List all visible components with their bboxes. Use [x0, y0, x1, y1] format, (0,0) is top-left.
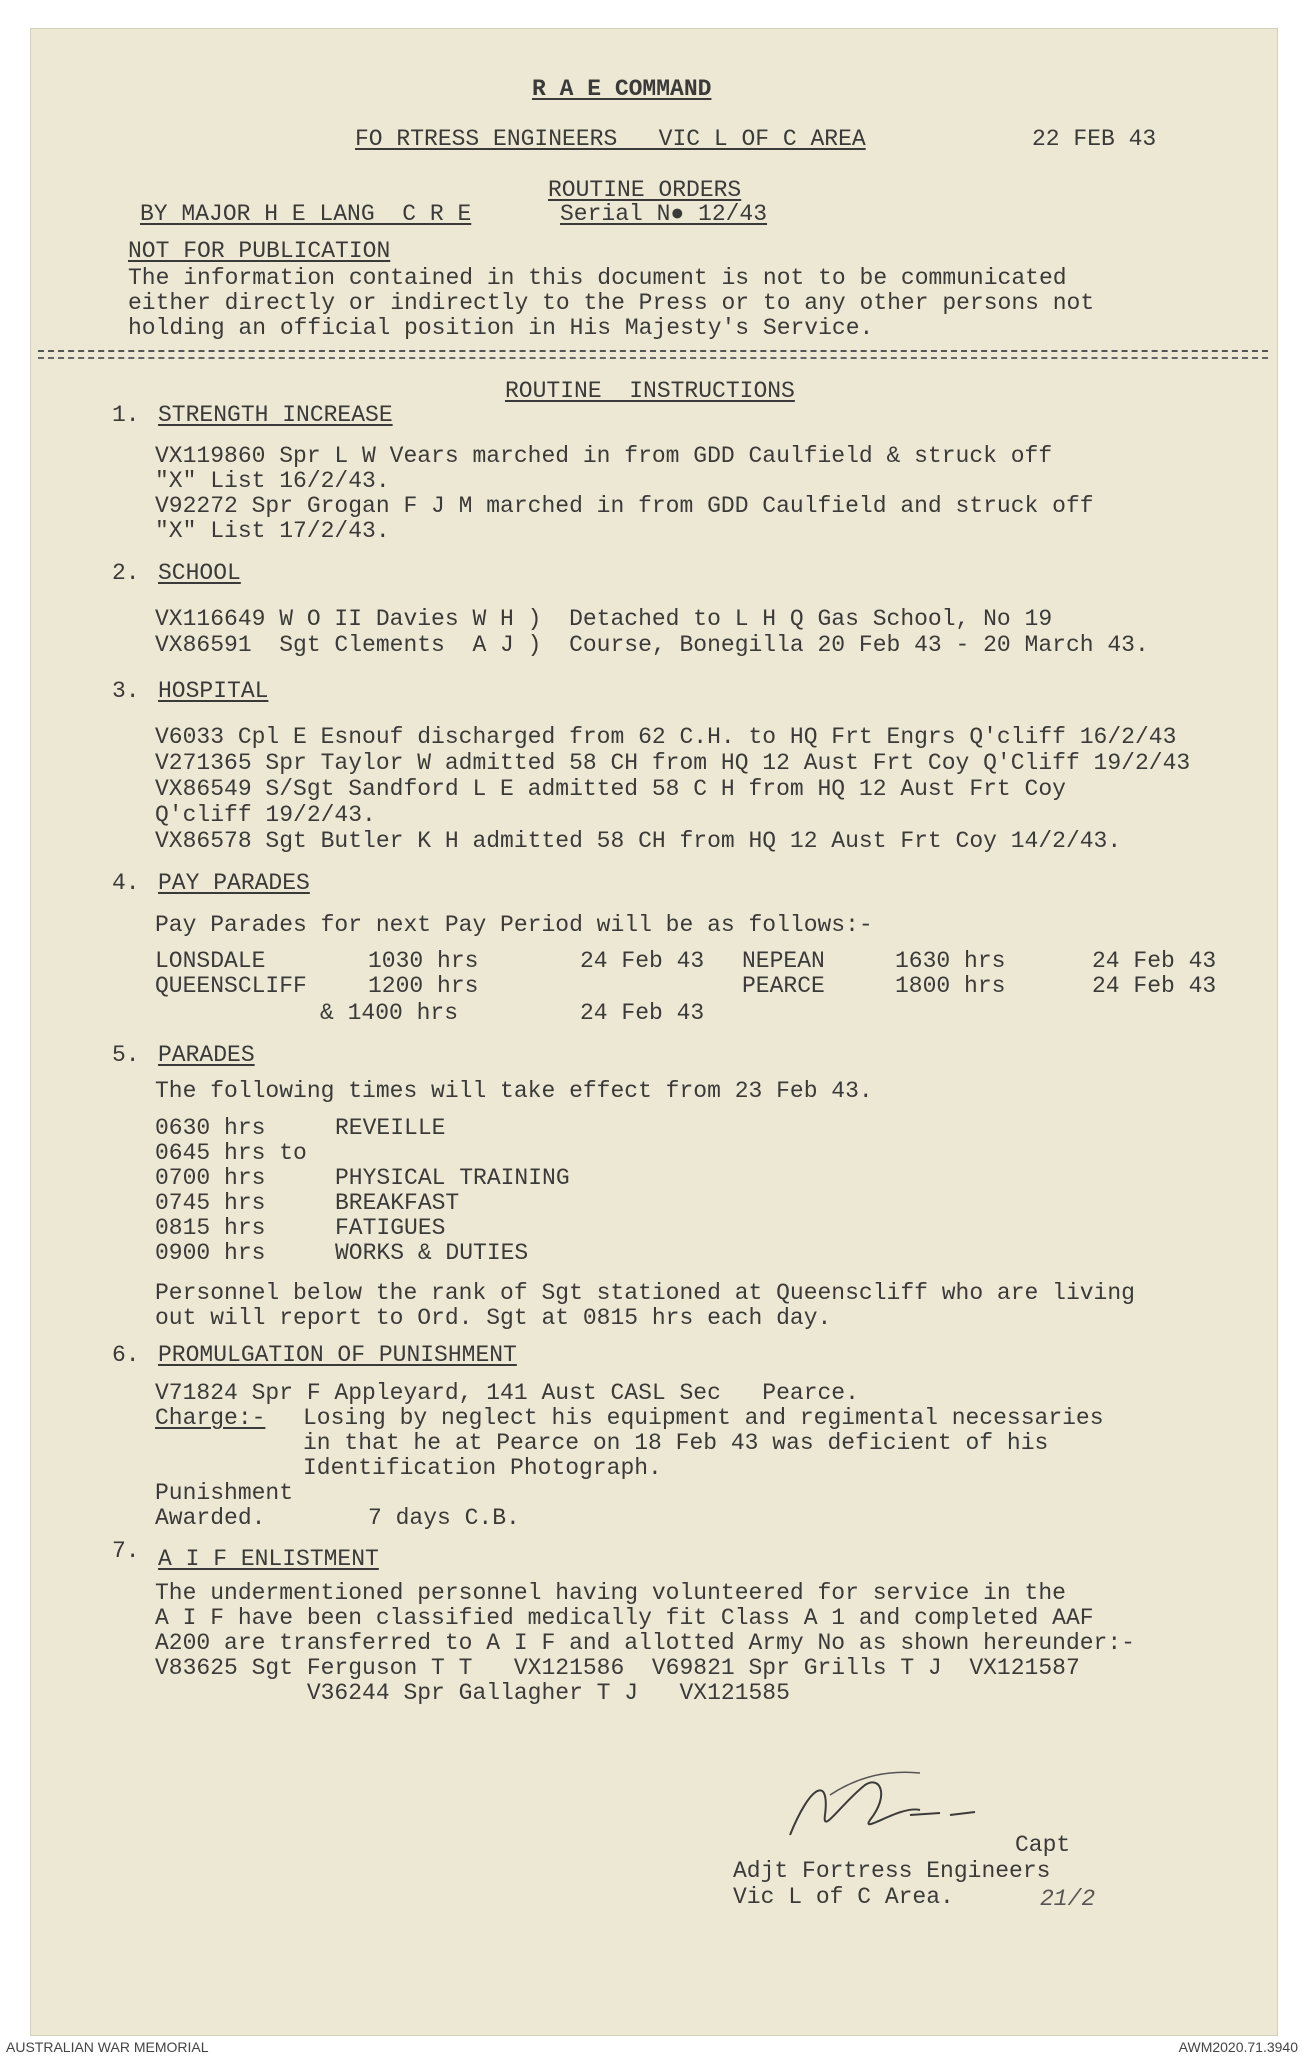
order-line: VX119860 Spr L W Vears marched in from GDD Caulfield & struck off [155, 443, 1053, 469]
section-title-hospital: HOSPITAL [158, 678, 269, 704]
pay-time: 1800 hrs [895, 973, 1006, 999]
charge-text: Identification Photograph. [303, 1455, 662, 1481]
pay-date: 24 Feb 43 [580, 948, 705, 974]
punishment-label: Punishment [155, 1480, 294, 1506]
parade-time: 0815 hrs [155, 1215, 266, 1241]
unit-heading: FO RTRESS ENGINEERS VIC L OF C AREA [355, 126, 866, 152]
enlistment-line: V36244 Spr Gallagher T J VX121585 [155, 1680, 790, 1706]
archive-credit: AUSTRALIAN WAR MEMORIAL [6, 2039, 209, 2055]
notice-line: either directly or indirectly to the Press or to any other persons not [128, 290, 1095, 316]
order-line: VX86578 Sgt Butler K H admitted 58 CH from HQ 12 Aust Frt Coy 14/2/43. [155, 828, 1122, 854]
pay-date: 24 Feb 43 [580, 1000, 705, 1026]
order-line: Q'cliff 19/2/43. [155, 802, 376, 828]
pay-time: 1630 hrs [895, 948, 1006, 974]
pay-time: 1030 hrs [368, 948, 479, 974]
divider [38, 357, 1268, 359]
charge-text: Losing by neglect his equipment and regimental necessaries [303, 1405, 1104, 1431]
handwritten-signature [770, 1765, 1040, 1855]
parade-activity: FATIGUES [335, 1215, 446, 1241]
parade-time: 0900 hrs [155, 1240, 266, 1266]
parade-time: 0700 hrs [155, 1165, 266, 1191]
parade-activity: PHYSICAL TRAINING [335, 1165, 570, 1191]
signatory-area: Vic L of C Area. [733, 1884, 954, 1910]
enlistment-line: The undermentioned personnel having volunteered for service in the [155, 1580, 1066, 1606]
pay-date: 24 Feb 43 [1092, 948, 1217, 974]
parades-note: out will report to Ord. Sgt at 0815 hrs each day. [155, 1305, 832, 1331]
document-date: 22 FEB 43 [1032, 126, 1157, 152]
notice-title: NOT FOR PUBLICATION [128, 238, 391, 264]
section-number: 6. [112, 1342, 140, 1368]
awarded-label: Awarded. [155, 1505, 266, 1531]
notice-line: The information contained in this document is not to be communicated [128, 265, 1067, 291]
section-title-parades: PARADES [158, 1042, 255, 1068]
order-line: VX86549 S/Sgt Sandford L E admitted 58 C H from HQ 12 Aust Frt Coy [155, 776, 1066, 802]
pay-place: QUEENSCLIFF [155, 973, 307, 999]
parade-activity: REVEILLE [335, 1115, 446, 1141]
parades-intro: The following times will take effect from 23 Feb 43. [155, 1078, 873, 1104]
enlistment-line: V83625 Sgt Ferguson T T VX121586 V69821 Spr Grills T J VX121587 [155, 1655, 1080, 1681]
archive-reference: AWM2020.71.3940 [1178, 2039, 1298, 2055]
section-number: 7. [112, 1538, 140, 1564]
parade-time: 0630 hrs [155, 1115, 266, 1141]
parade-activity: WORKS & DUTIES [335, 1240, 529, 1266]
section-number: 4. [112, 870, 140, 896]
section-title-aif-enlistment: A I F ENLISTMENT [158, 1546, 379, 1572]
pay-date: 24 Feb 43 [1092, 973, 1217, 999]
parades-note: Personnel below the rank of Sgt stationed at Queenscliff who are living [155, 1280, 1135, 1306]
instructions-title: ROUTINE INSTRUCTIONS [505, 378, 795, 404]
charge-label: Charge:- [155, 1405, 266, 1431]
order-line: V92272 Spr Grogan F J M marched in from GDD Caulfield and struck off [155, 493, 1094, 519]
punishment-line: V71824 Spr F Appleyard, 141 Aust CASL Sec Pearce. [155, 1380, 859, 1406]
order-line: "X" List 16/2/43. [155, 468, 390, 494]
serial-number: Serial N● 12/43 [560, 201, 768, 227]
parade-activity: BREAKFAST [335, 1190, 460, 1216]
awarded-value: 7 days C.B. [368, 1505, 520, 1531]
pay-time: & 1400 hrs [320, 1000, 459, 1026]
notice-line: holding an official position in His Majesty's Service. [128, 315, 874, 341]
order-line: V271365 Spr Taylor W admitted 58 CH from HQ 12 Aust Frt Coy Q'Cliff 19/2/43 [155, 750, 1191, 776]
routine-orders-heading: ROUTINE ORDERS [548, 177, 742, 203]
order-line: VX86591 Sgt Clements A J ) Course, Bonegilla 20 Feb 43 - 20 March 43. [155, 632, 1149, 658]
handwritten-date: 21/2 [1040, 1886, 1096, 1912]
pay-place: PEARCE [742, 973, 825, 999]
section-number: 2. [112, 560, 140, 586]
command-heading: R A E COMMAND [532, 76, 712, 102]
pay-intro: Pay Parades for next Pay Period will be as follows:- [155, 912, 873, 938]
order-line: "X" List 17/2/43. [155, 518, 390, 544]
issued-by: BY MAJOR H E LANG C R E [140, 201, 472, 227]
section-number: 5. [112, 1042, 140, 1068]
parade-time: 0745 hrs [155, 1190, 266, 1216]
charge-text: in that he at Pearce on 18 Feb 43 was deficient of his [303, 1430, 1049, 1456]
signatory-title: Adjt Fortress Engineers [733, 1858, 1051, 1884]
enlistment-line: A I F have been classified medically fit Class A 1 and completed AAF [155, 1605, 1094, 1631]
section-title-promulgation: PROMULGATION OF PUNISHMENT [158, 1342, 517, 1368]
divider [38, 350, 1268, 352]
parade-time: 0645 hrs to [155, 1140, 307, 1166]
order-line: V6033 Cpl E Esnouf discharged from 62 C.H. to HQ Frt Engrs Q'cliff 16/2/43 [155, 724, 1177, 750]
section-number: 3. [112, 678, 140, 704]
signatory-rank: Capt [1015, 1832, 1071, 1858]
pay-place: NEPEAN [742, 948, 825, 974]
section-title-pay-parades: PAY PARADES [158, 870, 310, 896]
section-number: 1. [112, 402, 140, 428]
pay-time: 1200 hrs [368, 973, 479, 999]
enlistment-line: A200 are transferred to A I F and allotted Army No as shown hereunder:- [155, 1630, 1135, 1656]
section-title-strength-increase: STRENGTH INCREASE [158, 402, 393, 428]
pay-place: LONSDALE [155, 948, 266, 974]
section-title-school: SCHOOL [158, 560, 241, 586]
order-line: VX116649 W O II Davies W H ) Detached to L H Q Gas School, No 19 [155, 606, 1053, 632]
